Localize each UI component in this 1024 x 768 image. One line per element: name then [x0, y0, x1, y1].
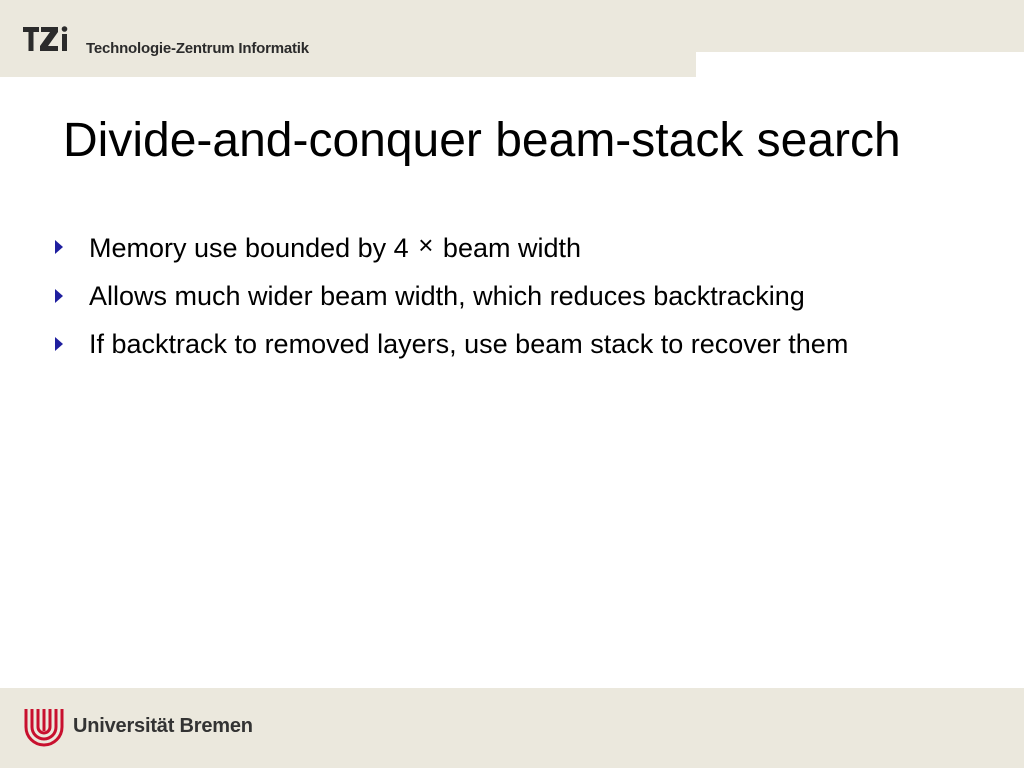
bullet-text: Allows much wider beam width, which reduces backtracking [89, 280, 805, 311]
times-symbol: × [418, 230, 434, 260]
bullet-text [89, 230, 581, 264]
bullet-item [54, 322, 848, 366]
bullet-text-before: Memory use bounded by 4 [89, 233, 409, 263]
triangle-bullet-icon [54, 239, 89, 255]
bullet-text: If backtrack to removed layers, use beam stack to recover them [89, 328, 849, 359]
bullet-text-after: beam width [442, 233, 581, 263]
university-seal-icon [22, 707, 66, 749]
bullet-item [54, 270, 848, 322]
tzi-logo-icon [22, 24, 76, 58]
organization-name: Technologie-Zentrum Informatik [86, 40, 309, 57]
triangle-bullet-icon [54, 288, 89, 304]
university-name: Universität Bremen [73, 715, 253, 737]
bullet-list [54, 224, 848, 366]
slide-title: Divide-and-conquer beam-stack search [63, 114, 901, 167]
bullet-item [54, 224, 848, 270]
triangle-bullet-icon [54, 336, 89, 352]
